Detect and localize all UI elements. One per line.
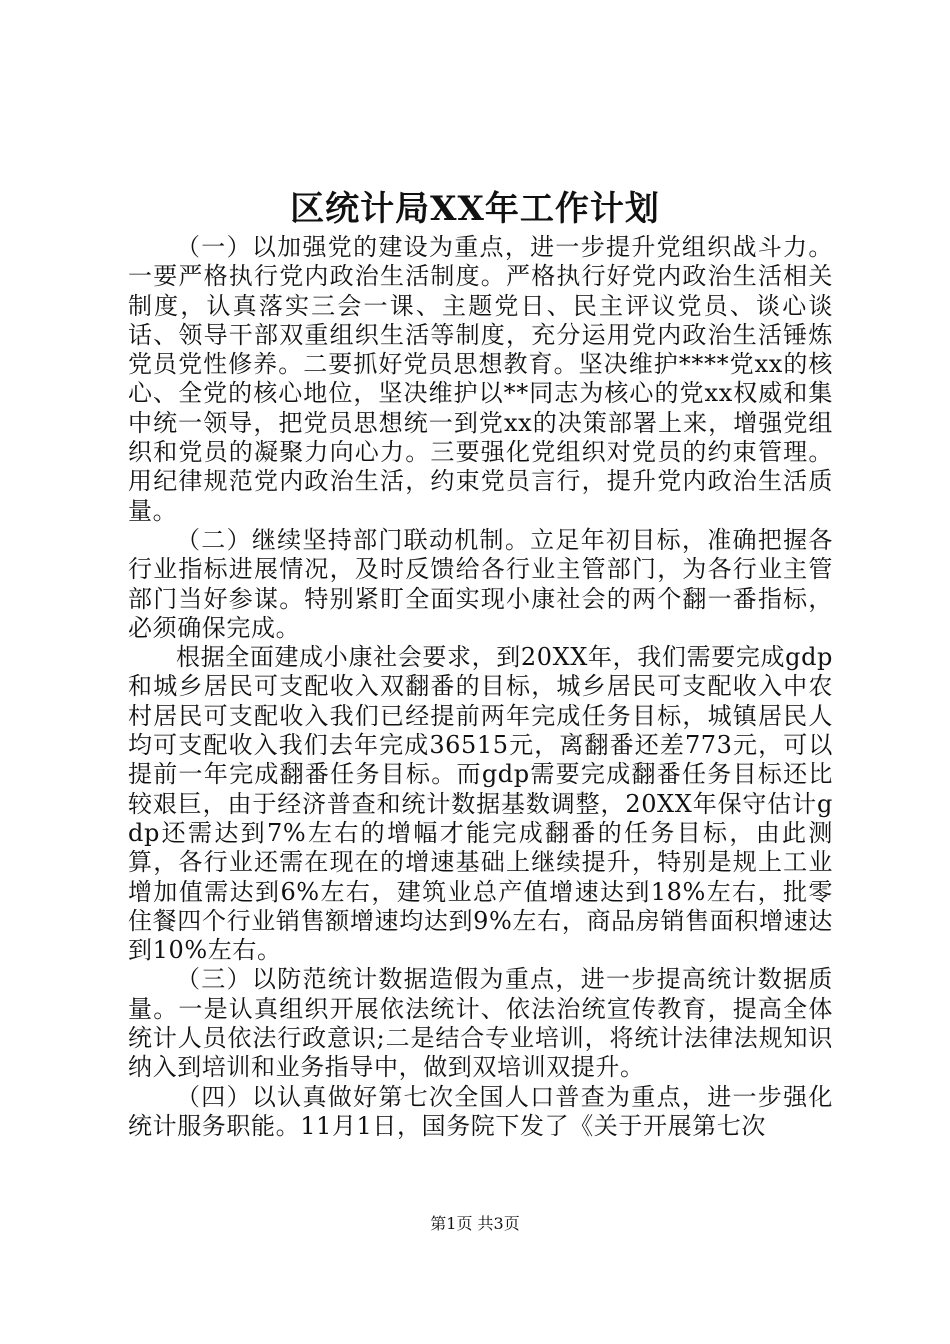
page-number-footer: 第1页 共3页: [430, 1214, 520, 1233]
paragraph-xiaokang-targets: 根据全面建成小康社会要求，到20XX年，我们需要完成gdp和城乡居民可支配收入双翻番的目标，城乡居民可支配收入中农村居民可支配收入我们已经提前两年完成任务目标，城镇居民人均可支配收入我们去年完成36515元，离翻番还差773元，可以提前一年完成翻番任务目标。而gdp需要完成翻番任务目标还比较艰巨，由于经济普查和统计数据基数调整，20XX年保守估计gdp还需达到7%左右的增幅才能完成翻番的任务目标，由此测算，各行业还需在现在的增速基础上继续提升，特别是规上工业增加值需达到6%左右，建筑业总产值增速达到18%左右，批零住餐四个行业销售额增速均达到9%左右，商品房销售面积增速达到10%左右。: [128, 643, 833, 965]
paragraph-department-linkage: （二）继续坚持部门联动机制。立足年初目标，准确把握各行业指标进展情况，及时反馈给各行业主管部门，为各行业主管部门当好参谋。特别紧盯全面实现小康社会的两个翻一番指标，必须确保完成。: [128, 525, 833, 642]
paragraph-party-building: （一）以加强党的建设为重点，进一步提升党组织战斗力。一要严格执行党内政治生活制度。严格执行好党内政治生活相关制度，认真落实三会一课、主题党日、民主评议党员、谈心谈话、领导干部双重组织生活等制度，充分运用党内政治生活锤炼党员党性修养。二要抓好党员思想教育。坚决维护****党xx的核心、全党的核心地位，坚决维护以**同志为核心的党xx权威和集中统一领导，把党员思想统一到党xx的决策部署上来，增强党组织和党员的凝聚力向心力。三要强化党组织对党员的约束管理。用纪律规范党内政治生活，约束党员言行，提升党内政治生活质量。: [128, 233, 833, 525]
paragraph-census: （四）以认真做好第七次全国人口普查为重点，进一步强化统计服务职能。11月1日，国务院下发了《关于开展第七次: [128, 1082, 833, 1140]
document-body: [128, 233, 833, 1141]
paragraph-data-quality: （三）以防范统计数据造假为重点，进一步提高统计数据质量。一是认真组织开展依法统计、依法治统宣传教育，提高全体统计人员依法行政意识;二是结合专业培训，将统计法律法规知识纳入到培训和业务指导中，做到双培训双提升。: [128, 965, 833, 1082]
document-title: 区统计局XX年工作计划: [290, 189, 660, 229]
